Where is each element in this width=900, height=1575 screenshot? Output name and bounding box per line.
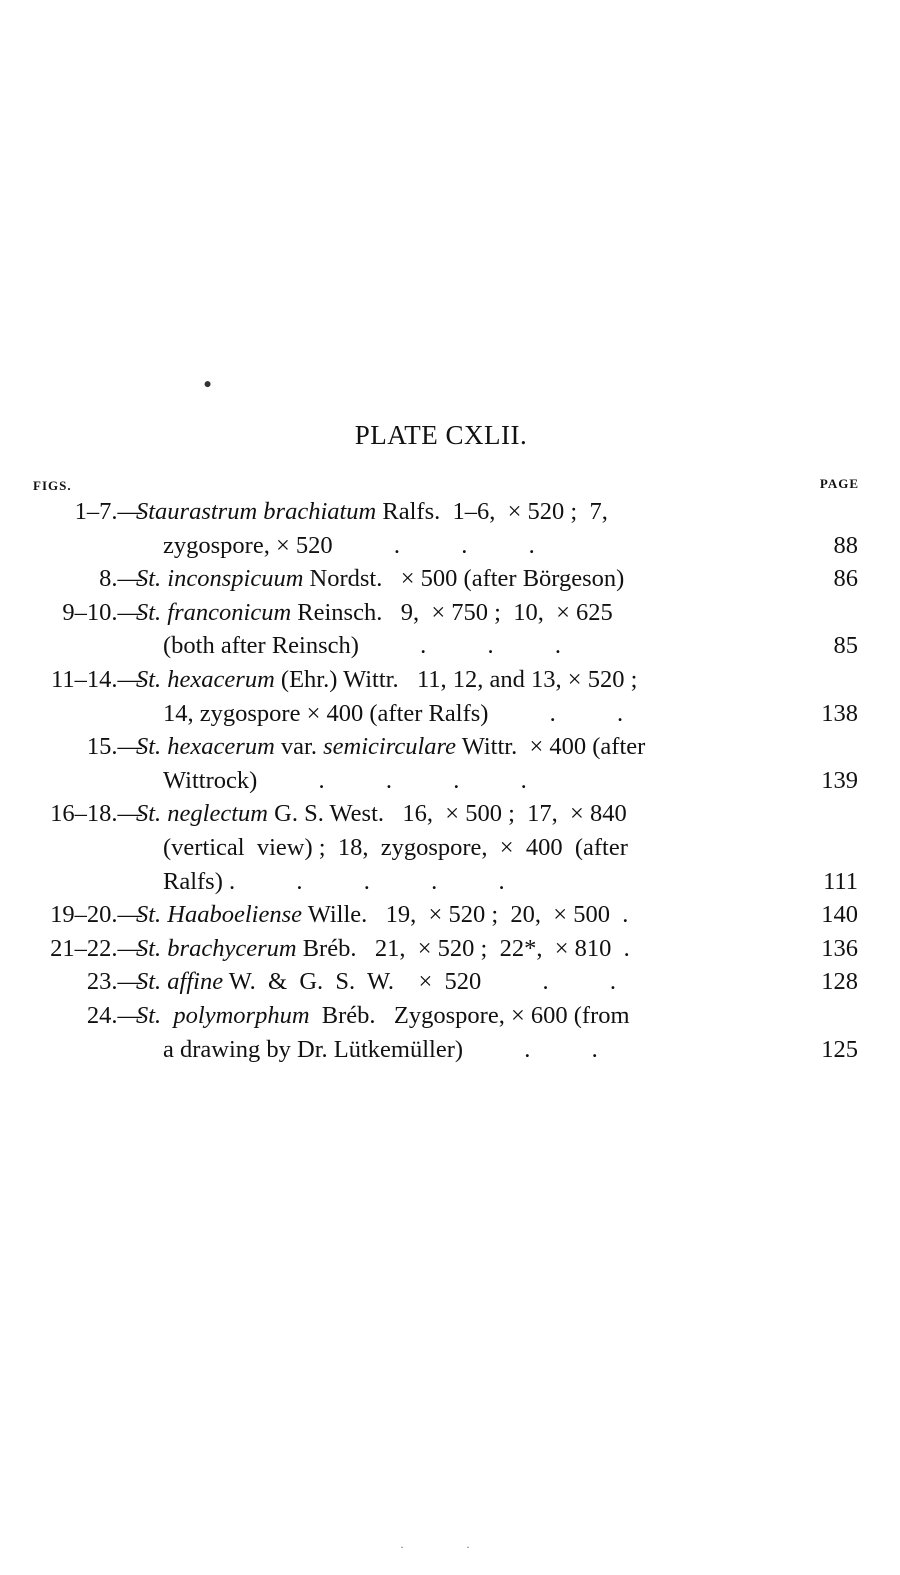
stray-dot: ·	[400, 1540, 404, 1554]
stray-dot: ·	[466, 1540, 470, 1554]
list-item	[0, 596, 900, 630]
page-number: 139	[821, 766, 858, 794]
entry-text: Ralfs. 1–6, × 520 ; 7,	[376, 498, 608, 525]
species-name: St. franconicum	[136, 598, 292, 626]
page-number: 88	[833, 531, 858, 559]
entry-text: (Ehr.) Wittr. 11, 12, and 13, × 520 ;	[274, 665, 638, 693]
figure-number: 11–14.—	[51, 665, 142, 693]
entry-text: W. & G. S. W. × 520 . .	[223, 968, 617, 996]
page-number: 111	[823, 867, 858, 895]
entry-text: var.	[274, 733, 324, 761]
entry-text-continued: (vertical view) ; 18, zygospore, × 400 (after	[163, 833, 628, 861]
list-item	[0, 730, 900, 764]
page-header: PAGE	[819, 476, 859, 491]
figure-number: 9–10.—	[62, 598, 142, 626]
page-number: 138	[821, 699, 858, 727]
page-number: 128	[821, 968, 858, 996]
page-number: 136	[821, 934, 858, 962]
page-number: 85	[833, 632, 858, 660]
list-item	[0, 999, 900, 1033]
entry-text-continued: a drawing by Dr. Lütkemüller) . .	[163, 1035, 598, 1063]
page-number: 125	[821, 1035, 858, 1063]
list-item	[0, 663, 900, 697]
list-item	[0, 495, 900, 529]
list-item	[0, 562, 900, 596]
entry-text-continued: 14, zygospore × 400 (after Ralfs) . .	[163, 699, 624, 727]
list-item	[0, 932, 900, 966]
entry-text: Wille. 19, × 520 ; 20, × 500 .	[302, 901, 629, 929]
figure-number: 19–20.—	[50, 901, 142, 929]
species-name: St. hexacerum	[136, 665, 275, 693]
species-name: St. polymorphum	[136, 1001, 310, 1029]
page-number: 140	[821, 901, 858, 929]
list-item	[0, 965, 900, 999]
entry-text: G. S. West. 16, × 500 ; 17, × 840	[268, 800, 627, 828]
stray-mark: ●	[200, 376, 214, 394]
species-name: St. hexacerum	[136, 733, 275, 761]
species-name: St. affine	[136, 968, 224, 996]
list-item	[0, 797, 900, 831]
plate-title: PLATE CXLII.	[354, 420, 528, 450]
species-name: Staurastrum brachiatum	[136, 498, 377, 525]
page-number: 86	[833, 565, 858, 593]
entry-text-continued: Wittrock) . . . .	[163, 766, 527, 794]
figure-number: 1–7.—	[74, 498, 142, 525]
figure-number: 23.—	[86, 968, 142, 996]
species-name: St. inconspicuum	[136, 565, 304, 593]
figure-list	[0, 495, 900, 1066]
figure-number: 24.—	[86, 1001, 142, 1029]
figure-number: 21–22.—	[50, 934, 142, 962]
figure-number: 15.—	[86, 733, 142, 761]
species-name: St. Haaboeliense	[136, 901, 303, 929]
entry-text-continued: Ralfs) . . . . .	[163, 867, 505, 895]
entry-text: Wittr. × 400 (after	[456, 733, 646, 761]
entry-text: Nordst. × 500 (after Börgeson)	[303, 565, 625, 593]
entry-text-continued: (both after Reinsch) . . .	[163, 632, 562, 660]
entry-text: Reinsch. 9, × 750 ; 10, × 625	[291, 598, 613, 626]
species-name: St. brachycerum	[136, 934, 297, 962]
species-name: St. neglectum	[136, 800, 268, 828]
variety-name: semicirculare	[323, 733, 457, 761]
list-item	[0, 898, 900, 932]
figs-header: FIGS.	[33, 478, 72, 493]
figure-number: 8.—	[99, 565, 142, 593]
entry-text-continued: zygospore, × 520 . . .	[163, 531, 535, 559]
entry-text: Bréb. 21, × 520 ; 22*, × 810 .	[296, 934, 630, 962]
figure-number: 16–18.—	[50, 800, 142, 828]
entry-text: Bréb. Zygospore, × 600 (from	[309, 1001, 630, 1029]
